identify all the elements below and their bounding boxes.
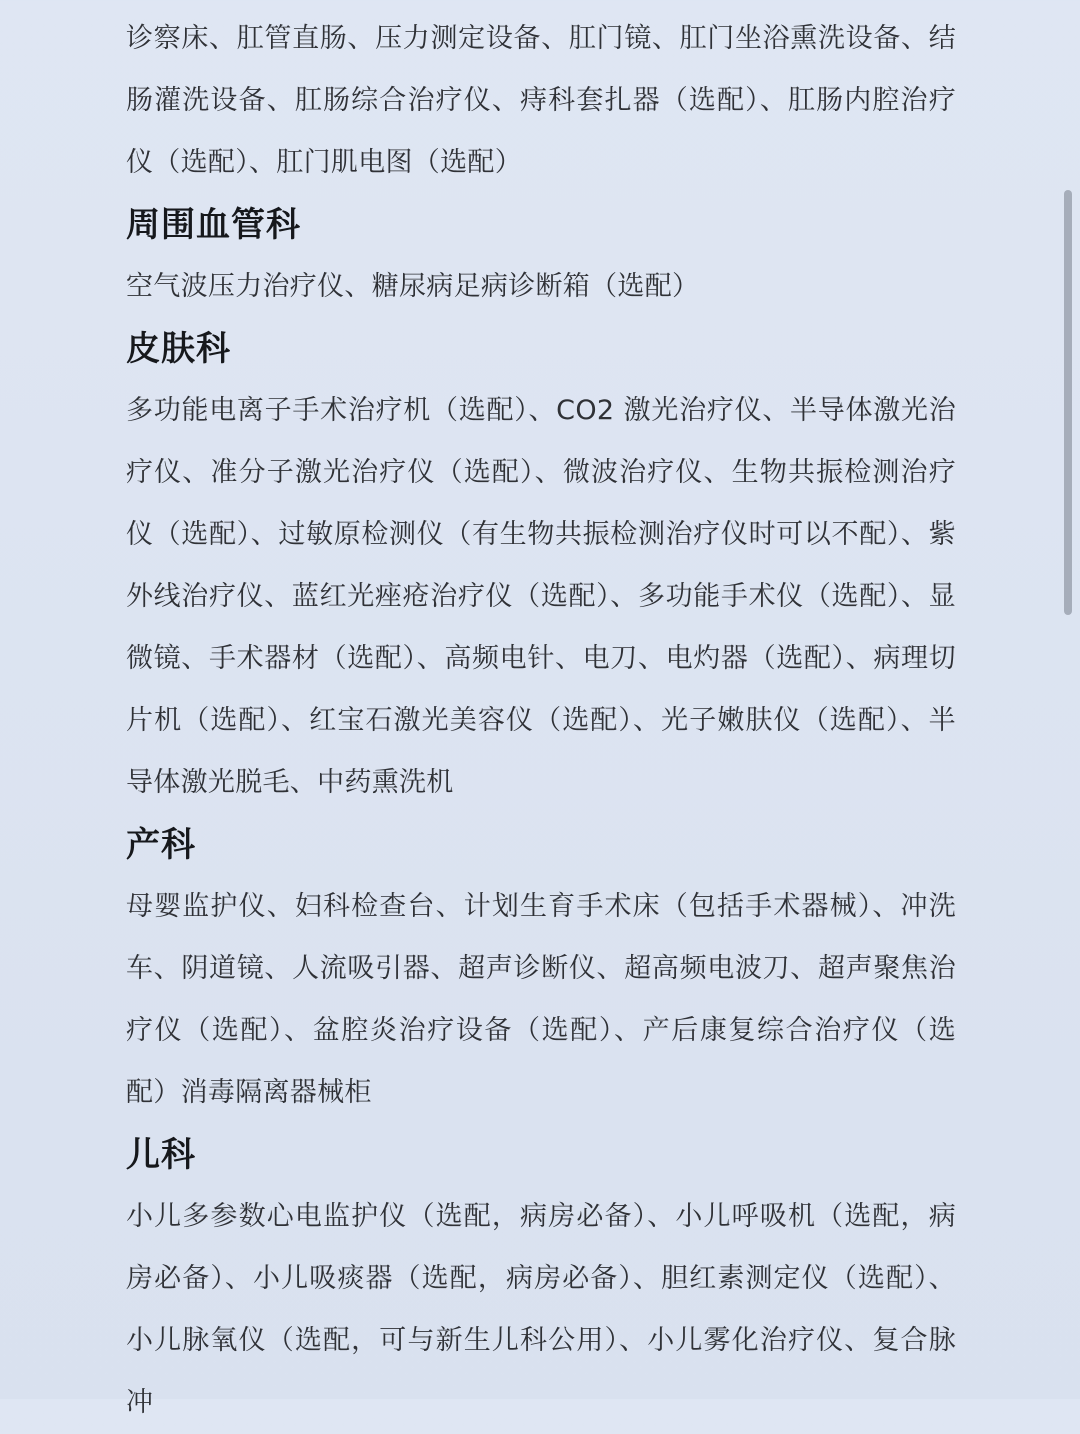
section-body-proctology: 诊察床、肛管直肠、压力测定设备、肛门镜、肛门坐浴熏洗设备、结肠灌洗设备、肛肠综合治疗仪、痔科套扎器（选配）、肛肠内腔治疗仪（选配）、肛门肌电图（选配） bbox=[126, 23, 956, 178]
section-heading-pediatrics: 儿科 bbox=[126, 1135, 196, 1175]
section-heading-peripheral-vascular: 周围血管科 bbox=[126, 205, 301, 245]
scrollbar-thumb[interactable] bbox=[1064, 190, 1072, 615]
vertical-scrollbar[interactable] bbox=[1064, 190, 1072, 615]
section-body-dermatology: 多功能电离子手术治疗机（选配）、CO2 激光治疗仪、半导体激光治疗仪、准分子激光治疗仪（选配）、微波治疗仪、生物共振检测治疗仪（选配）、过敏原检测仪（有生物共振检测治疗仪时可以不配）、紫外线治疗仪、蓝红光痤疮治疗仪（选配）、多功能手术仪（选配）、显微镜、手术器材（选配）、高频电针、电刀、电灼器（选配）、病理切片机（选配）、红宝石激光美容仪（选配）、光子嫩肤仪（选配）、半导体激光脱毛、中药熏洗机 bbox=[126, 395, 956, 798]
document-content bbox=[126, 8, 956, 1434]
section-heading-obstetrics: 产科 bbox=[126, 825, 196, 865]
section-body-obstetrics: 母婴监护仪、妇科检查台、计划生育手术床（包括手术器械）、冲洗车、阴道镜、人流吸引器、超声诊断仪、超高频电波刀、超声聚焦治疗仪（选配）、盆腔炎治疗设备（选配）、产后康复综合治疗仪（选配）消毒隔离器械柜 bbox=[126, 891, 956, 1108]
section-body-pediatrics: 小儿多参数心电监护仪（选配，病房必备）、小儿呼吸机（选配，病房必备）、小儿吸痰器（选配，病房必备）、胆红素测定仪（选配）、小儿脉氧仪（选配，可与新生儿科公用）、小儿雾化治疗仪、复合脉冲 bbox=[126, 1201, 956, 1418]
section-heading-dermatology: 皮肤科 bbox=[126, 329, 231, 369]
section-body-peripheral-vascular: 空气波压力治疗仪、糖尿病足病诊断箱（选配） bbox=[126, 271, 700, 302]
